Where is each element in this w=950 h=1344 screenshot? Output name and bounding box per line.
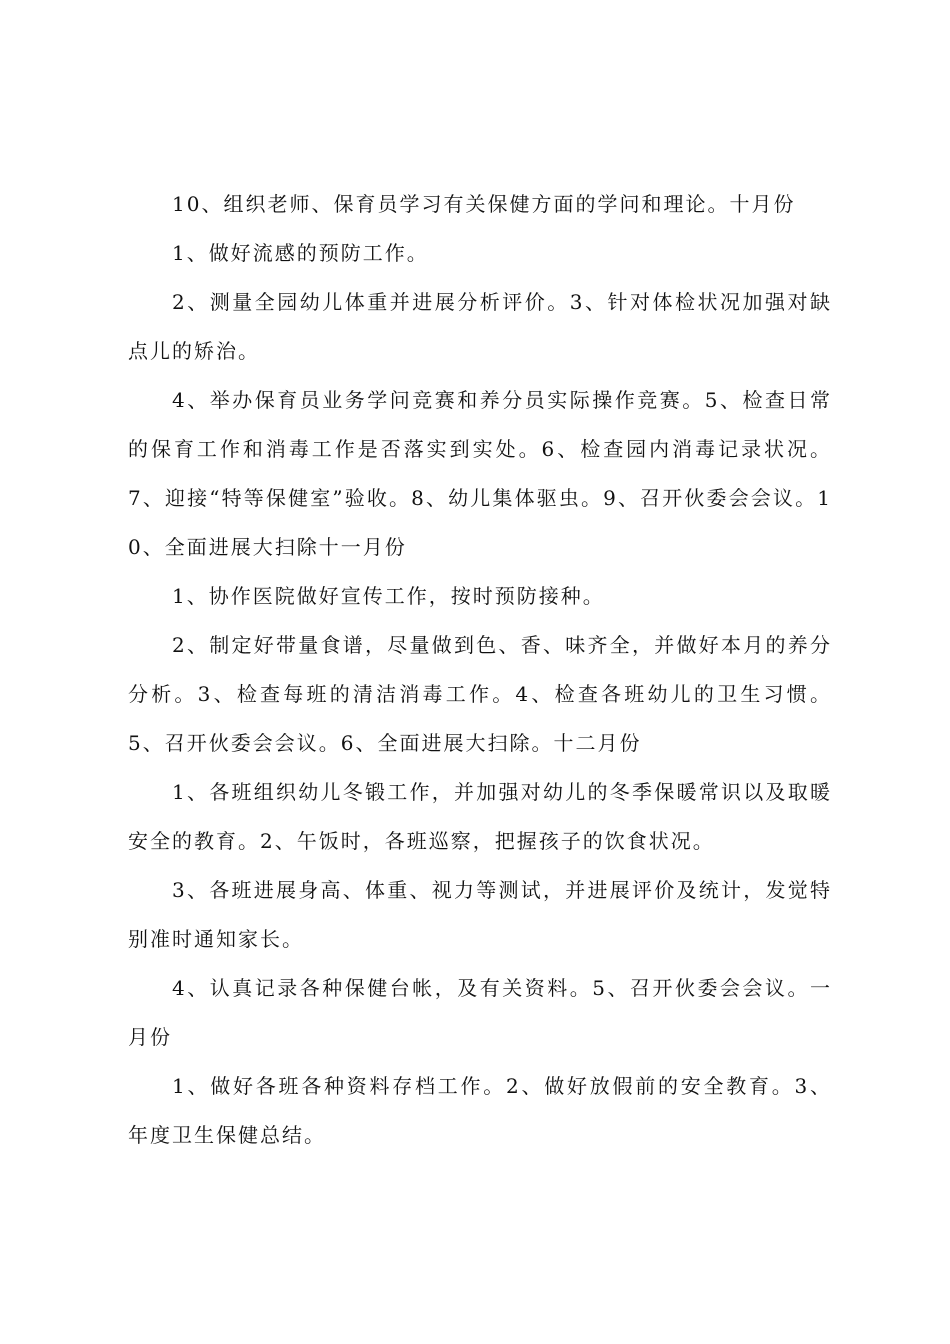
paragraph-10: 1、做好各班各种资料存档工作。2、做好放假前的安全教育。3、年度卫生保健总结。 bbox=[128, 1074, 832, 1147]
paragraph-7: 1、各班组织幼儿冬锻工作，并加强对幼儿的冬季保暖常识以及取暖安全的教育。2、午饭时，各班巡察，把握孩子的饮食状况。 bbox=[128, 780, 832, 853]
paragraph-6: 2、制定好带量食谱，尽量做到色、香、味齐全，并做好本月的养分分析。3、检查每班的清洁消毒工作。4、检查各班幼儿的卫生习惯。5、召开伙委会会议。6、全面进展大扫除。十二月份 bbox=[128, 633, 832, 755]
paragraph-5: 1、协作医院做好宣传工作，按时预防接种。 bbox=[172, 584, 605, 608]
paragraph-4: 4、举办保育员业务学问竞赛和养分员实际操作竞赛。5、检查日常的保育工作和消毒工作是否落实到实处。6、检查园内消毒记录状况。7、迎接“特等保健室”验收。8、幼儿集体驱虫。9、召开伙委会会议。10、全面进展大扫除十一月份 bbox=[128, 388, 832, 559]
paragraph-2: 1、做好流感的预防工作。 bbox=[172, 241, 429, 265]
paragraph-1: 10、组织老师、保育员学习有关保健方面的学问和理论。十月份 bbox=[172, 192, 796, 216]
paragraph-9: 4、认真记录各种保健台帐，及有关资料。5、召开伙委会会议。一月份 bbox=[128, 976, 832, 1049]
document-body bbox=[128, 180, 832, 1160]
paragraph-8: 3、各班进展身高、体重、视力等测试，并进展评价及统计，发觉特别准时通知家长。 bbox=[128, 878, 832, 951]
paragraph-3: 2、测量全园幼儿体重并进展分析评价。3、针对体检状况加强对缺点儿的矫治。 bbox=[128, 290, 832, 363]
